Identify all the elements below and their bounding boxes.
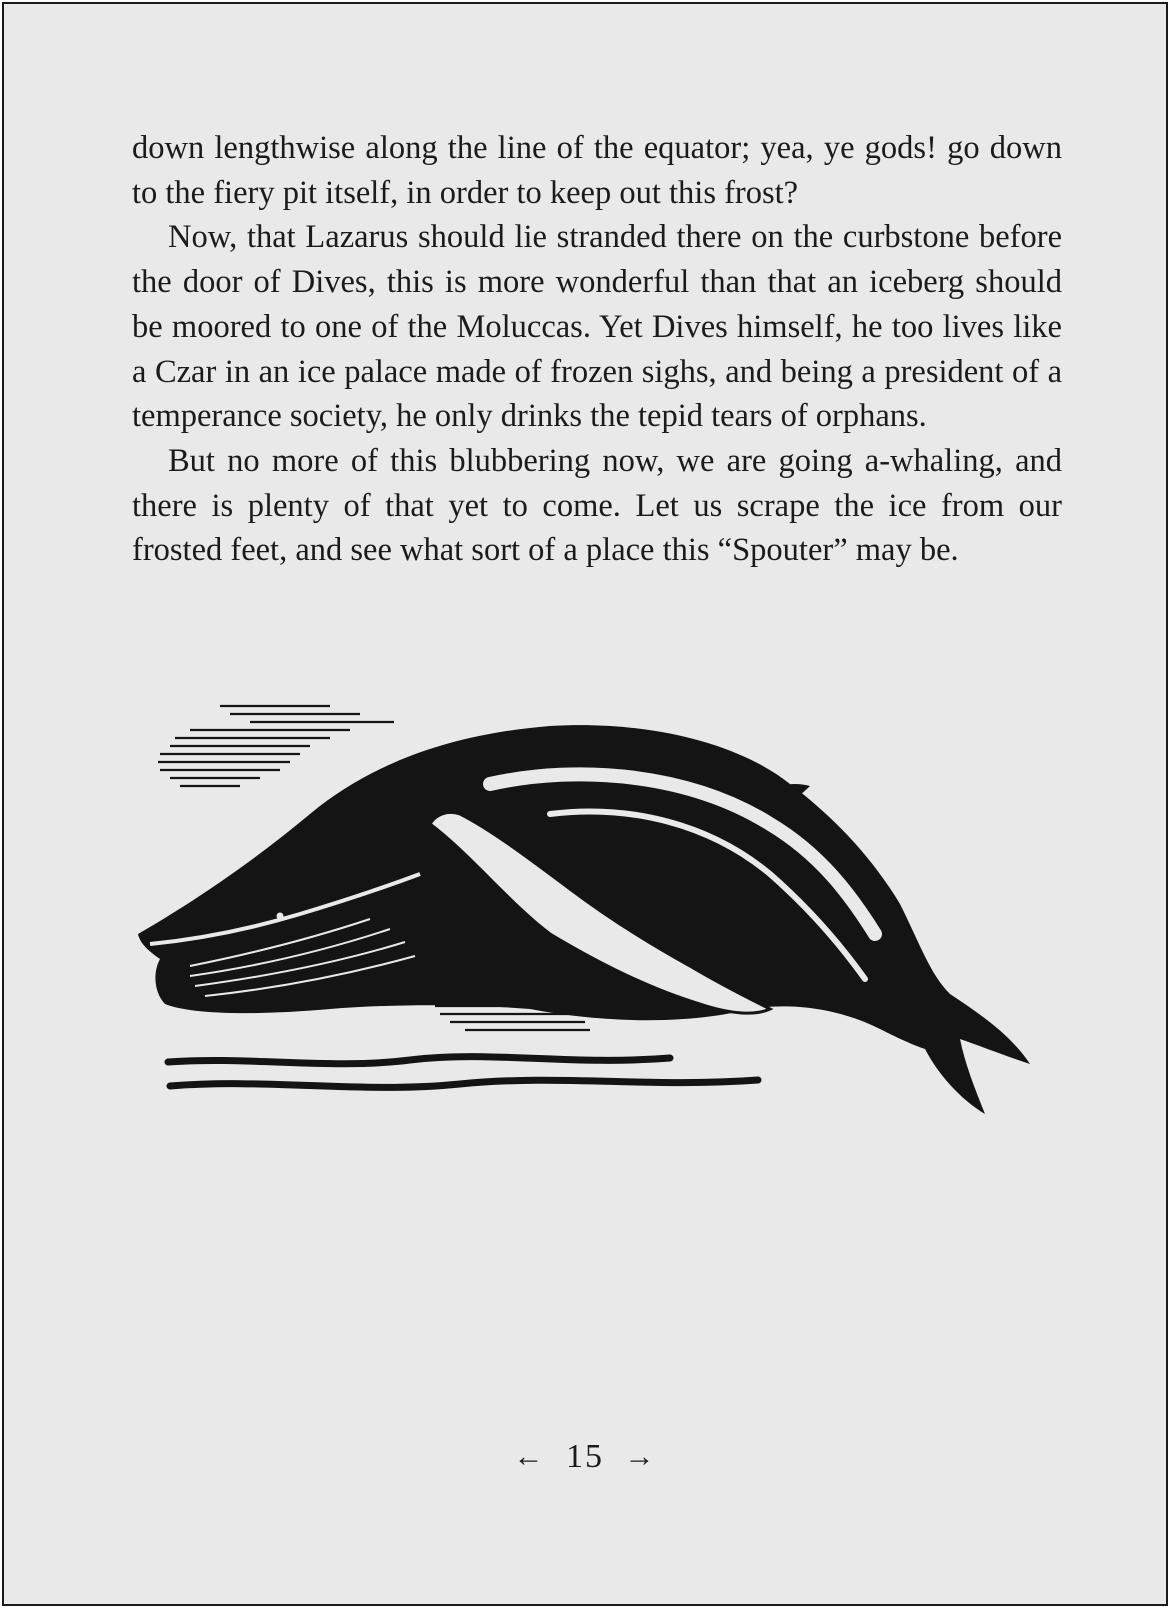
paragraph-1: down lengthwise along the line of the equator; yea, ye gods! go down to the fiery pit itself, in order to keep out this frost? <box>132 130 1062 211</box>
paragraph-3: But no more of this blubbering now, we are going a-whaling, and there is plenty of that yet to come. Let us scrape the ice from our frosted feet, and see what sort of a place this “Spouter” may be. <box>132 442 1062 569</box>
wave-line-2 <box>170 1080 758 1087</box>
wave-line-1 <box>168 1057 670 1064</box>
page-folio <box>4 1436 1166 1476</box>
whale-eye <box>277 913 284 920</box>
paragraph-2: Now, that Lazarus should lie stranded there on the curbstone before the door of Dives, this is more wonderful than that an iceberg should be moored to one of the Moluccas. Yet Dives himself, he too lives like a Czar in an ice palace made of frozen sighs, and being a president of a temperance society, he only drinks the tepid tears of orphans. <box>132 219 1062 435</box>
left-arrow-icon: ← <box>513 1440 546 1474</box>
page-number: 15 <box>566 1438 604 1476</box>
body-text <box>132 126 1062 573</box>
right-arrow-icon: → <box>624 1440 657 1474</box>
spray-lines-upper <box>158 704 394 786</box>
whale-illustration <box>130 704 1060 1144</box>
book-page <box>2 2 1168 1606</box>
